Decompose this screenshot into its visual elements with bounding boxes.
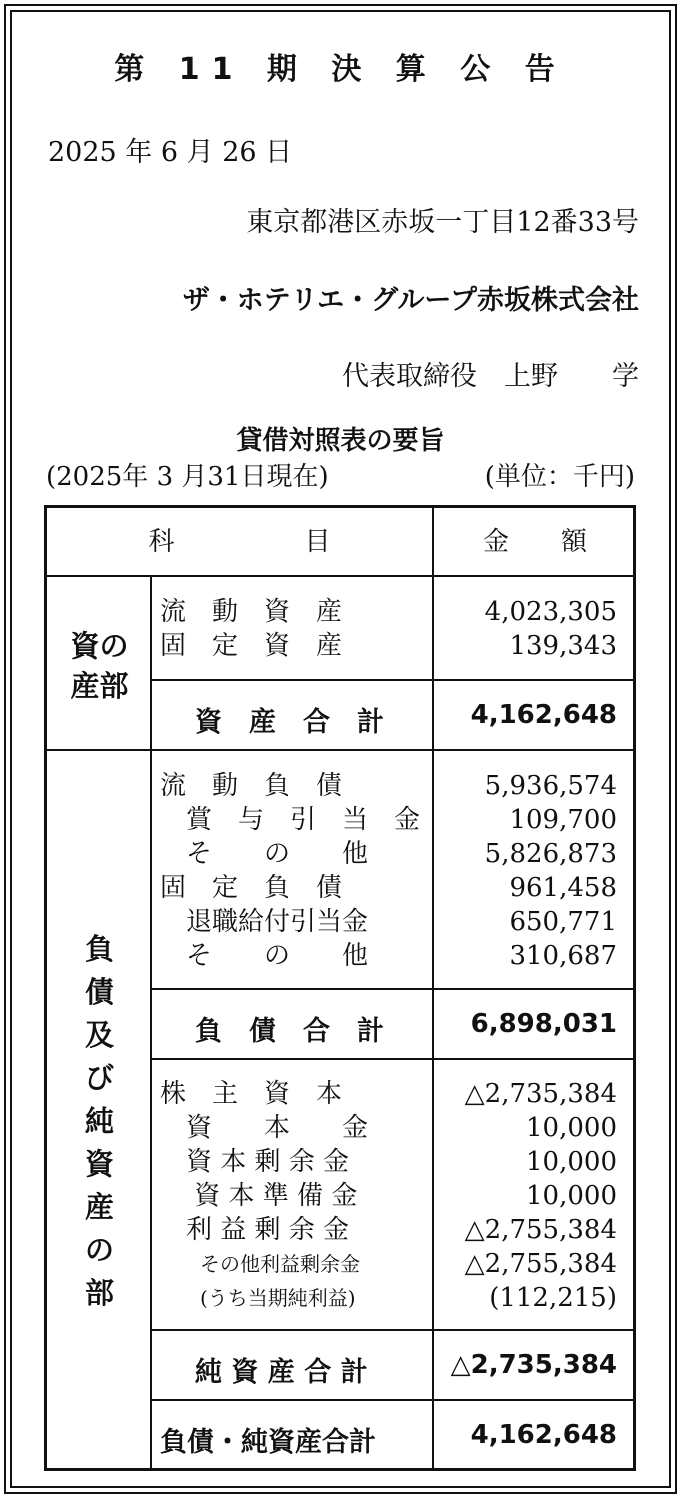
line-item-label: 固 定 負 債 (160, 873, 343, 903)
unit-label: (単位：千円) (484, 462, 635, 492)
line-item-amount: 650,771 (509, 907, 617, 937)
row-divider (150, 679, 636, 681)
representative: 代表取締役 上野 学 (342, 361, 639, 392)
equity-total-label: 純 資 産 合 計 (195, 1357, 368, 1388)
line-item-label: 利 益 剰 余 金 (160, 1215, 350, 1245)
line-item-amount: 109,700 (509, 805, 617, 835)
line-item-amount: △2,735,384 (464, 1079, 617, 1109)
liabilities-total-amount: 6,898,031 (470, 1009, 617, 1039)
balance-sheet-title: 貸借対照表の要旨 (236, 426, 445, 456)
balance-sheet-table (44, 505, 636, 1471)
line-item-amount: 310,687 (509, 941, 617, 971)
line-item-label: 賞 与 引 当 金 (160, 805, 421, 835)
grand-total-label: 負債・純資産合計 (160, 1427, 376, 1458)
line-item-label: その他利益剰余金 (160, 1252, 360, 1276)
assets-group-text: 資の 産部 (70, 629, 129, 703)
header-item: 科 目 (148, 527, 331, 557)
assets-total-amount: 4,162,648 (470, 700, 617, 730)
line-item-label: そ の 他 (160, 839, 369, 869)
line-item-label: 流 動 負 債 (160, 771, 343, 801)
line-item-amount: (112,215) (489, 1283, 617, 1313)
line-item-label: 資 本 準 備 金 (160, 1181, 358, 1211)
line-item-amount: 961,458 (509, 873, 617, 903)
row-divider (150, 1329, 636, 1331)
row-divider (150, 1399, 636, 1401)
company-name: ザ・ホテリエ・グループ赤坂株式会社 (182, 285, 639, 316)
equity-total-amount: △2,735,384 (450, 1350, 617, 1380)
line-item-amount: 5,936,574 (484, 771, 617, 801)
line-item-label: そ の 他 (160, 941, 369, 971)
line-item-amount: 10,000 (526, 1113, 617, 1143)
row-divider (47, 575, 636, 577)
row-divider (47, 749, 636, 751)
assets-group-label (47, 626, 152, 706)
assets-total-label: 資 産 合 計 (195, 707, 384, 738)
line-item-amount: 5,826,873 (484, 839, 617, 869)
liabilities-total-label: 負 債 合 計 (195, 1016, 384, 1047)
notice-date: 2025 年 6 月 26 日 (48, 137, 293, 168)
company-address: 東京都港区赤坂一丁目12番33号 (246, 207, 639, 238)
line-item-label: 株 主 資 本 (160, 1079, 343, 1109)
line-item-label: 流 動 資 産 (160, 597, 343, 627)
line-item-amount: △2,755,384 (464, 1215, 617, 1245)
row-divider (150, 988, 636, 990)
line-item-label: 資 本 剰 余 金 (160, 1147, 350, 1177)
header-amount: 金 額 (482, 527, 587, 557)
line-item-amount: 10,000 (526, 1147, 617, 1177)
liab-equity-group-text: 負 債 及 び 純 資 産 の 部 (84, 932, 114, 1310)
as-of-date: (2025年 3 月31日現在) (46, 462, 329, 492)
line-item-label: 資 本 金 (160, 1113, 369, 1143)
line-item-label: 退職給付引当金 (160, 907, 369, 937)
line-item-amount: 4,023,305 (484, 597, 617, 627)
line-item-amount: 10,000 (526, 1181, 617, 1211)
row-divider (150, 1058, 636, 1060)
grand-total-amount: 4,162,648 (470, 1420, 617, 1450)
notice-title: 第 11 期 決 算 公 告 (114, 52, 567, 87)
line-item-label: 固 定 資 産 (160, 631, 343, 661)
line-item-amount: 139,343 (509, 631, 617, 661)
liab-equity-group-label (47, 928, 152, 1315)
line-item-label: (うち当期純利益) (160, 1286, 356, 1310)
line-item-amount: △2,755,384 (464, 1249, 617, 1279)
